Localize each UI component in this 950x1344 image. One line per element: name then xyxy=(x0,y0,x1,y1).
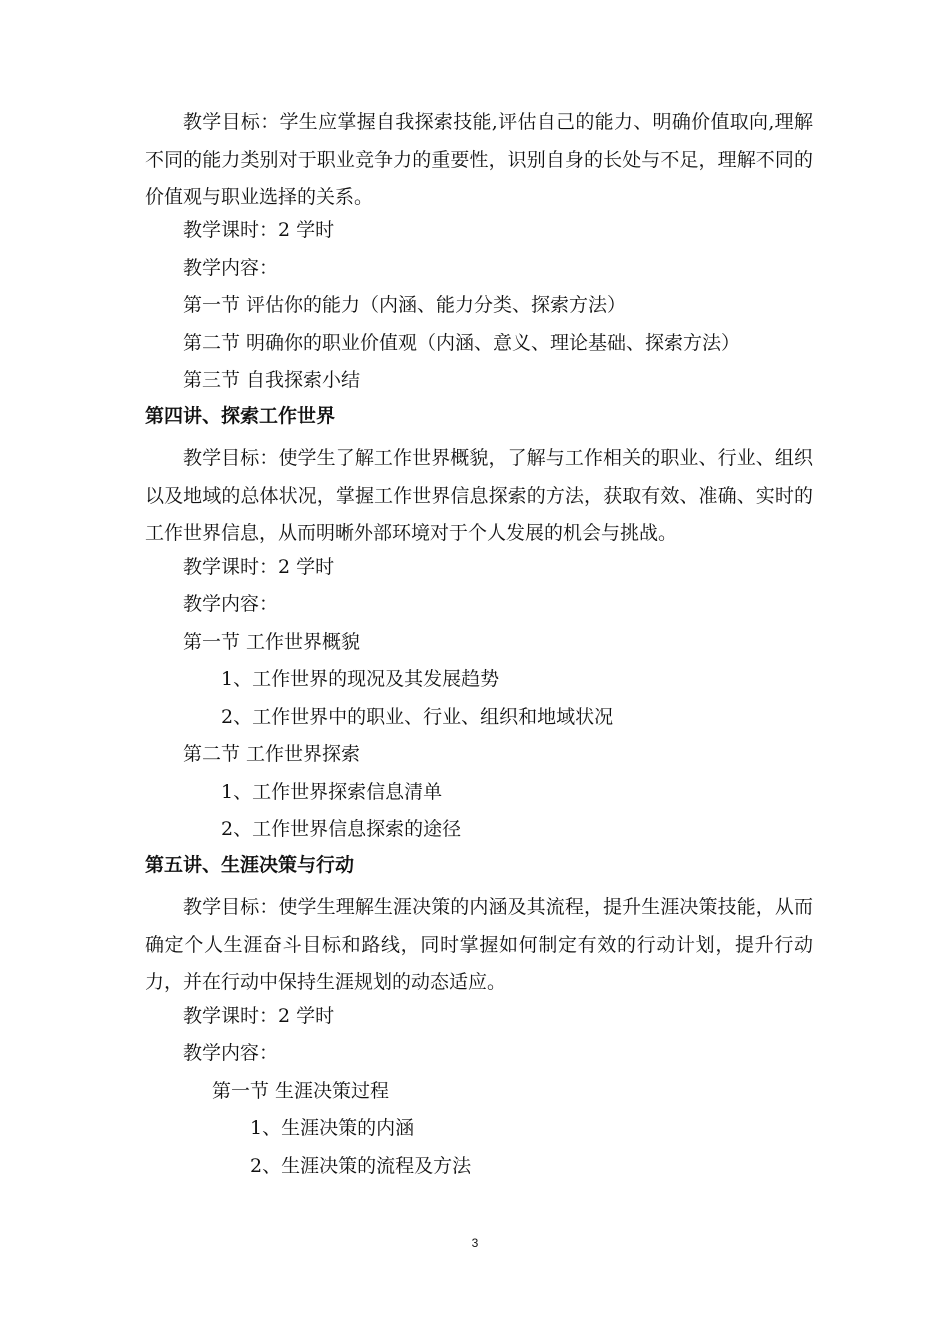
section5-content-label: 教学内容： xyxy=(183,1042,279,1064)
section3-content-label: 教学内容： xyxy=(183,257,279,279)
section5-heading: 第五讲、生涯决策与行动 xyxy=(145,854,355,876)
section5-part1-item-2: 2、生涯决策的流程及方法 xyxy=(250,1155,472,1177)
section4-heading: 第四讲、探索工作世界 xyxy=(145,405,336,427)
section5-part1-item-1: 1、生涯决策的内涵 xyxy=(250,1117,415,1139)
section4-part2-title: 第二节 工作世界探索 xyxy=(183,743,361,765)
section3-hours: 教学课时：2 学时 xyxy=(183,219,335,241)
section5-objective: 教学目标：使学生理解生涯决策的内涵及其流程，提升生涯决策技能，从而确定个人生涯奋斗目标和路线，同时掌握如何制定有效的行动计划，提升行动力，并在行动中保持生涯规划的动态适应。 xyxy=(145,896,813,993)
section4-objective: 教学目标：使学生了解工作世界概貌，了解与工作相关的职业、行业、组织以及地域的总体状况，掌握工作世界信息探索的方法，获取有效、准确、实时的工作世界信息，从而明晰外部环境对于个人发展的机会与挑战。 xyxy=(145,447,813,544)
section3-item-3: 第三节 自我探索小结 xyxy=(183,369,361,391)
section4-content-label: 教学内容： xyxy=(183,593,279,615)
section3-objective: 教学目标：学生应掌握自我探索技能,评估自己的能力、明确价值取向,理解不同的能力类别对于职业竞争力的重要性，识别自身的长处与不足，理解不同的价值观与职业选择的关系。 xyxy=(145,111,813,208)
section4-hours: 教学课时：2 学时 xyxy=(183,556,335,578)
section3-item-1: 第一节 评估你的能力（内涵、能力分类、探索方法） xyxy=(183,294,627,316)
section4-part1-item-1: 1、工作世界的现况及其发展趋势 xyxy=(221,668,500,690)
section5-part1-title: 第一节 生涯决策过程 xyxy=(212,1080,390,1102)
section4-part2-item-2: 2、工作世界信息探索的途径 xyxy=(221,818,462,840)
section3-item-2: 第二节 明确你的职业价值观（内涵、意义、理论基础、探索方法） xyxy=(183,332,741,354)
section4-part2-item-1: 1、工作世界探索信息清单 xyxy=(221,781,443,803)
page-number: 3 xyxy=(471,1236,479,1250)
section5-hours: 教学课时：2 学时 xyxy=(183,1005,335,1027)
section4-part1-title: 第一节 工作世界概貌 xyxy=(183,631,361,653)
section4-part1-item-2: 2、工作世界中的职业、行业、组织和地域状况 xyxy=(221,706,614,728)
